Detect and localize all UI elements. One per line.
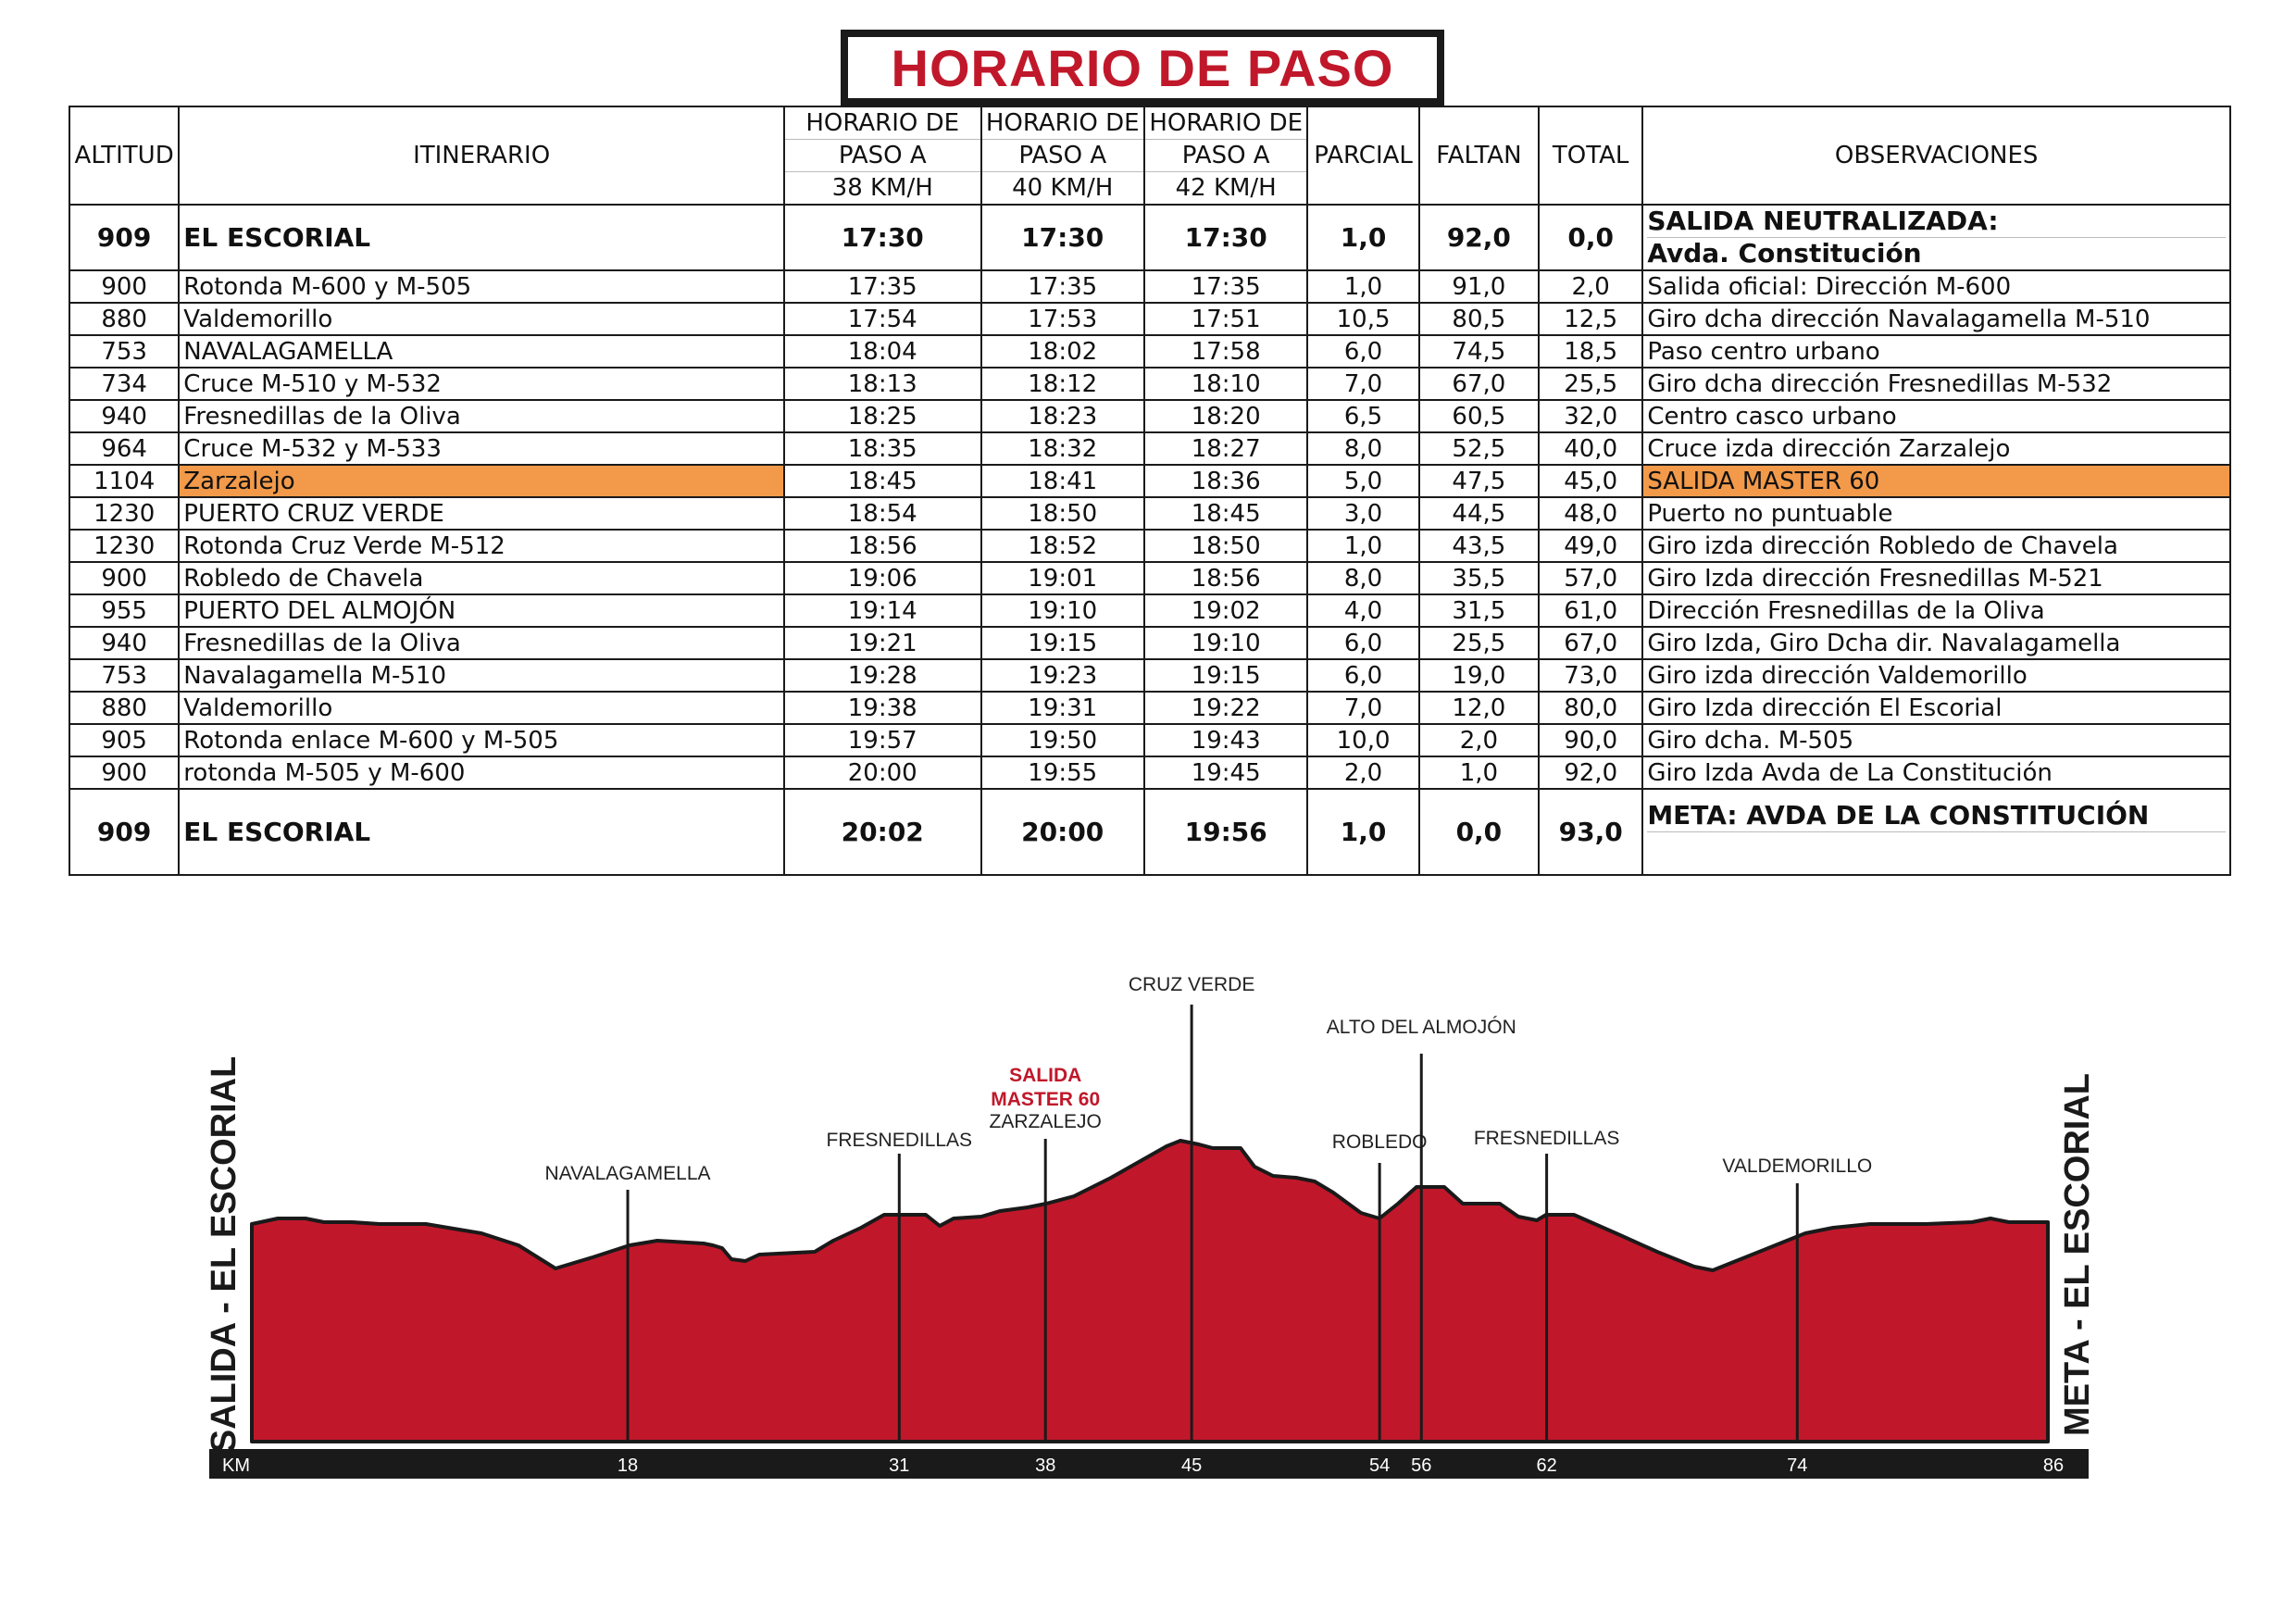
cell-t38: 20:02 (784, 789, 981, 875)
cell-itin: Rotonda M-600 y M-505 (179, 270, 784, 303)
km-tick-label: 62 (1536, 1455, 1557, 1476)
cell-obs: Puerto no puntuable (1642, 497, 2230, 530)
cell-total: 61,0 (1539, 594, 1642, 627)
cell-t40: 19:15 (981, 627, 1144, 659)
cell-parcial: 6,0 (1307, 335, 1418, 368)
cell-obs: Cruce izda dirección Zarzalejo (1642, 432, 2230, 465)
km-tick-label: 56 (1411, 1455, 1432, 1476)
cell-t42: 17:30 (1144, 205, 1307, 270)
cell-alt: 1104 (69, 465, 179, 497)
cell-t40: 18:32 (981, 432, 1144, 465)
cell-t38: 17:30 (784, 205, 981, 270)
waypoint-label: ZARZALEJO (989, 1111, 1102, 1132)
cell-total: 40,0 (1539, 432, 1642, 465)
waypoint-label: FRESNEDILLAS (826, 1130, 973, 1151)
cell-parcial: 10,0 (1307, 724, 1418, 756)
waypoint-label: CRUZ VERDE (1128, 974, 1255, 995)
cell-total: 2,0 (1539, 270, 1642, 303)
cell-t42: 18:20 (1144, 400, 1307, 432)
km-tick-label: 18 (617, 1455, 639, 1476)
cell-parcial: 1,0 (1307, 270, 1418, 303)
cell-parcial: 10,5 (1307, 303, 1418, 335)
cell-total: 25,5 (1539, 368, 1642, 400)
cell-itin: EL ESCORIAL (179, 205, 784, 270)
cell-t42: 18:27 (1144, 432, 1307, 465)
cell-obs: Paso centro urbano (1642, 335, 2230, 368)
cell-itin: Valdemorillo (179, 303, 784, 335)
cell-t40: 19:55 (981, 756, 1144, 789)
cell-t42: 17:51 (1144, 303, 1307, 335)
cell-t40: 19:01 (981, 562, 1144, 594)
cell-t40: 20:00 (981, 789, 1144, 875)
cell-obs: Dirección Fresnedillas de la Oliva (1642, 594, 2230, 627)
cell-parcial: 8,0 (1307, 432, 1418, 465)
cell-obs: Giro Izda Avda de La Constitución (1642, 756, 2230, 789)
cell-itin: rotonda M-505 y M-600 (179, 756, 784, 789)
cell-faltan: 92,0 (1419, 205, 1539, 270)
cell-total: 93,0 (1539, 789, 1642, 875)
header-parcial: PARCIAL (1307, 106, 1418, 205)
cell-t40: 17:53 (981, 303, 1144, 335)
cell-faltan: 43,5 (1419, 530, 1539, 562)
header-42kmh-line3: 42 KM/H (1175, 174, 1277, 202)
cell-t38: 18:56 (784, 530, 981, 562)
cell-obs: Centro casco urbano (1642, 400, 2230, 432)
cell-alt: 940 (69, 627, 179, 659)
header-40kmh-line1: HORARIO DE (982, 107, 1143, 140)
km-tick-label: 31 (889, 1455, 910, 1476)
cell-total: 80,0 (1539, 692, 1642, 724)
cell-faltan: 60,5 (1419, 400, 1539, 432)
header-itinerario: ITINERARIO (179, 106, 784, 205)
elevation-profile-area (252, 1141, 2048, 1442)
cell-alt: 1230 (69, 530, 179, 562)
cell-parcial: 1,0 (1307, 530, 1418, 562)
waypoint-label: ROBLEDO (1331, 1131, 1428, 1153)
header-observaciones: OBSERVACIONES (1642, 106, 2230, 205)
cell-faltan: 47,5 (1419, 465, 1539, 497)
master60-label-line1: SALIDA (1009, 1065, 1082, 1086)
header-38kmh-line2: PASO A (785, 140, 980, 172)
km-tick-label: 45 (1180, 1455, 1203, 1476)
cell-alt: 734 (69, 368, 179, 400)
cell-obs: Giro Izda, Giro Dcha dir. Navalagamella (1642, 627, 2230, 659)
cell-parcial: 6,5 (1307, 400, 1418, 432)
header-total: TOTAL (1539, 106, 1642, 205)
cell-t42: 19:45 (1144, 756, 1307, 789)
cell-alt: 880 (69, 303, 179, 335)
cell-t38: 19:38 (784, 692, 981, 724)
cell-t40: 17:35 (981, 270, 1144, 303)
cell-faltan: 67,0 (1419, 368, 1539, 400)
header-42kmh-line1: HORARIO DE (1145, 107, 1306, 140)
cell-parcial: 1,0 (1307, 789, 1418, 875)
page-title: HORARIO DE PASO (891, 38, 1394, 97)
cell-obs: Salida oficial: Dirección M-600 (1642, 270, 2230, 303)
cell-faltan: 0,0 (1419, 789, 1539, 875)
cell-parcial: 6,0 (1307, 659, 1418, 692)
cell-t42: 18:36 (1144, 465, 1307, 497)
cell-faltan: 44,5 (1419, 497, 1539, 530)
cell-t38: 20:00 (784, 756, 981, 789)
cell-t38: 18:35 (784, 432, 981, 465)
cell-parcial: 4,0 (1307, 594, 1418, 627)
cell-alt: 955 (69, 594, 179, 627)
cell-parcial: 1,0 (1307, 205, 1418, 270)
cell-t40: 18:23 (981, 400, 1144, 432)
cell-itin: PUERTO CRUZ VERDE (179, 497, 784, 530)
finish-side-label: META - EL ESCORIAL (2058, 1073, 2097, 1436)
km-tick-label: 74 (1787, 1455, 1808, 1476)
cell-alt: 753 (69, 335, 179, 368)
cell-t42: 19:10 (1144, 627, 1307, 659)
cell-alt: 909 (69, 205, 179, 270)
cell-t42: 18:50 (1144, 530, 1307, 562)
cell-t40: 18:50 (981, 497, 1144, 530)
cell-faltan: 25,5 (1419, 627, 1539, 659)
cell-t38: 19:06 (784, 562, 981, 594)
cell-faltan: 52,5 (1419, 432, 1539, 465)
cell-t42: 19:02 (1144, 594, 1307, 627)
header-38kmh-line1: HORARIO DE (785, 107, 980, 140)
cell-itin: Fresnedillas de la Oliva (179, 627, 784, 659)
cell-itin: PUERTO DEL ALMOJÓN (179, 594, 784, 627)
cell-obs: SALIDA MASTER 60 (1642, 465, 2230, 497)
cell-parcial: 3,0 (1307, 497, 1418, 530)
start-side-label: SALIDA - EL ESCORIAL (205, 1056, 243, 1454)
cell-itin: Fresnedillas de la Oliva (179, 400, 784, 432)
cell-t38: 17:35 (784, 270, 981, 303)
cell-t40: 17:30 (981, 205, 1144, 270)
cell-alt: 964 (69, 432, 179, 465)
cell-alt: 905 (69, 724, 179, 756)
cell-faltan: 31,5 (1419, 594, 1539, 627)
header-40kmh-line2: PASO A (982, 140, 1143, 172)
cell-t38: 19:57 (784, 724, 981, 756)
cell-t38: 17:54 (784, 303, 981, 335)
cell-parcial: 8,0 (1307, 562, 1418, 594)
cell-alt: 900 (69, 562, 179, 594)
cell-obs: Giro Izda dirección Fresnedillas M-521 (1642, 562, 2230, 594)
cell-obs-line1: SALIDA NEUTRALIZADA: (1647, 206, 2226, 238)
cell-total: 90,0 (1539, 724, 1642, 756)
cell-t40: 19:31 (981, 692, 1144, 724)
cell-t42: 18:56 (1144, 562, 1307, 594)
km-tick-label: 54 (1369, 1455, 1391, 1476)
cell-total: 0,0 (1539, 205, 1642, 270)
header-altitud: ALTITUD (69, 106, 179, 205)
cell-faltan: 2,0 (1419, 724, 1539, 756)
cell-t40: 18:52 (981, 530, 1144, 562)
cell-t42: 17:58 (1144, 335, 1307, 368)
cell-faltan: 19,0 (1419, 659, 1539, 692)
cell-faltan: 91,0 (1419, 270, 1539, 303)
cell-alt: 900 (69, 270, 179, 303)
cell-alt: 909 (69, 789, 179, 875)
cell-alt: 940 (69, 400, 179, 432)
cell-alt: 900 (69, 756, 179, 789)
cell-alt: 753 (69, 659, 179, 692)
cell-faltan: 74,5 (1419, 335, 1539, 368)
cell-obs: Giro dcha dirección Fresnedillas M-532 (1642, 368, 2230, 400)
cell-t38: 18:13 (784, 368, 981, 400)
cell-t40: 19:23 (981, 659, 1144, 692)
waypoint-label: ALTO DEL ALMOJÓN (1326, 1017, 1516, 1038)
cell-t38: 19:28 (784, 659, 981, 692)
cell-t38: 19:21 (784, 627, 981, 659)
cell-obs: Giro dcha. M-505 (1642, 724, 2230, 756)
cell-t38: 19:14 (784, 594, 981, 627)
cell-t42: 19:43 (1144, 724, 1307, 756)
cell-obs: Giro izda dirección Robledo de Chavela (1642, 530, 2230, 562)
header-faltan: FALTAN (1419, 106, 1539, 205)
cell-itin: Cruce M-532 y M-533 (179, 432, 784, 465)
cell-itin: EL ESCORIAL (179, 789, 784, 875)
cell-t40: 19:50 (981, 724, 1144, 756)
cell-t42: 18:10 (1144, 368, 1307, 400)
cell-itin: NAVALAGAMELLA (179, 335, 784, 368)
cell-faltan: 80,5 (1419, 303, 1539, 335)
cell-itin: Rotonda enlace M-600 y M-505 (179, 724, 784, 756)
cell-parcial: 7,0 (1307, 692, 1418, 724)
cell-total: 73,0 (1539, 659, 1642, 692)
cell-itin: Navalagamella M-510 (179, 659, 784, 692)
waypoint-label: FRESNEDILLAS (1473, 1128, 1620, 1149)
header-42kmh-line2: PASO A (1145, 140, 1306, 172)
cell-t38: 18:04 (784, 335, 981, 368)
cell-total: 67,0 (1539, 627, 1642, 659)
cell-t38: 18:45 (784, 465, 981, 497)
cell-obs-line2: Avda. Constitución (1647, 238, 1922, 269)
cell-total: 57,0 (1539, 562, 1642, 594)
header-40kmh-line3: 40 KM/H (1012, 174, 1114, 202)
cell-parcial: 7,0 (1307, 368, 1418, 400)
waypoint-label: VALDEMORILLO (1722, 1156, 1873, 1177)
cell-total: 32,0 (1539, 400, 1642, 432)
master60-label-line2: MASTER 60 (991, 1089, 1101, 1110)
waypoint-label: NAVALAGAMELLA (544, 1163, 711, 1184)
cell-faltan: 1,0 (1419, 756, 1539, 789)
km-tick-label: 86 (2042, 1455, 2065, 1476)
cell-t40: 18:02 (981, 335, 1144, 368)
cell-t38: 18:54 (784, 497, 981, 530)
km-tick-label: 38 (1035, 1455, 1056, 1476)
cell-itin: Zarzalejo (179, 465, 784, 497)
cell-itin: Cruce M-510 y M-532 (179, 368, 784, 400)
cell-t42: 18:45 (1144, 497, 1307, 530)
cell-t42: 19:22 (1144, 692, 1307, 724)
cell-total: 12,5 (1539, 303, 1642, 335)
cell-t40: 18:12 (981, 368, 1144, 400)
cell-obs: Giro Izda dirección El Escorial (1642, 692, 2230, 724)
cell-parcial: 5,0 (1307, 465, 1418, 497)
cell-total: 18,5 (1539, 335, 1642, 368)
cell-itin: Robledo de Chavela (179, 562, 784, 594)
cell-t42: 17:35 (1144, 270, 1307, 303)
cell-t40: 19:10 (981, 594, 1144, 627)
cell-t42: 19:56 (1144, 789, 1307, 875)
cell-alt: 880 (69, 692, 179, 724)
cell-t40: 18:41 (981, 465, 1144, 497)
cell-itin: Valdemorillo (179, 692, 784, 724)
cell-t38: 18:25 (784, 400, 981, 432)
cell-obs-line1: META: AVDA DE LA CONSTITUCIÓN (1647, 800, 2226, 832)
cell-total: 49,0 (1539, 530, 1642, 562)
km-axis-label: KM (222, 1455, 250, 1476)
cell-itin: Rotonda Cruz Verde M-512 (179, 530, 784, 562)
cell-faltan: 35,5 (1419, 562, 1539, 594)
cell-t42: 19:15 (1144, 659, 1307, 692)
cell-alt: 1230 (69, 497, 179, 530)
cell-total: 45,0 (1539, 465, 1642, 497)
cell-parcial: 6,0 (1307, 627, 1418, 659)
cell-total: 48,0 (1539, 497, 1642, 530)
cell-parcial: 2,0 (1307, 756, 1418, 789)
cell-faltan: 12,0 (1419, 692, 1539, 724)
cell-total: 92,0 (1539, 756, 1642, 789)
cell-obs: Giro izda dirección Valdemorillo (1642, 659, 2230, 692)
header-38kmh-line3: 38 KM/H (831, 174, 933, 202)
cell-obs: Giro dcha dirección Navalagamella M-510 (1642, 303, 2230, 335)
